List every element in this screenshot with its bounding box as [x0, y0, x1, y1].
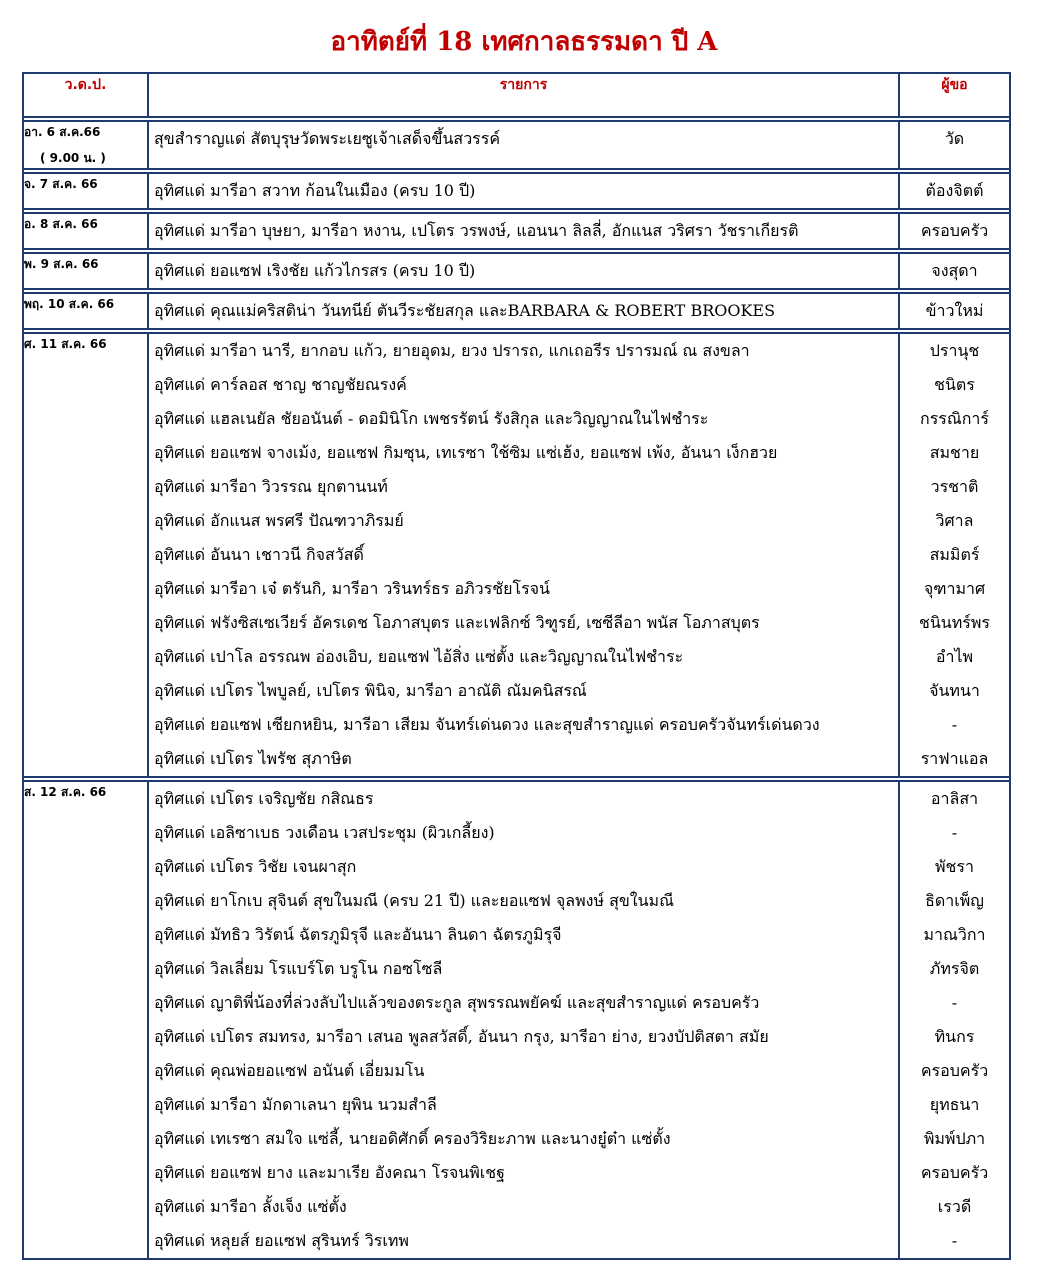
requester-name: มาณวิกา	[923, 925, 986, 944]
table-row	[23, 121, 1010, 169]
header-date: ว.ด.ป.	[23, 73, 148, 117]
requester-name: -	[951, 715, 958, 734]
intention-text: อุทิศแด่ เอลิซาเบธ วงเดือน เวสประชุม (ผิวเกลี้ยง)	[154, 823, 495, 842]
intention-text: อุทิศแด่ ยอแซฟ เซียกหยิน, มารีอา เสียม จันทร์เด่นดวง และสุขสำราญแด่ ครอบครัวจันทร์เด่นดวง	[154, 715, 820, 734]
intention-text: อุทิศแด่ อันนา เชาวนี กิจสวัสดิ์	[154, 545, 364, 564]
intention-text: อุทิศแด่ คุณพ่อยอแซฟ อนันต์ เอี่ยมมโน	[154, 1061, 425, 1080]
table-row	[23, 293, 1010, 329]
intention-text: อุทิศแด่ ยอแซฟ ยาง และมาเรีย อังคณา โรจนพิเชฐ	[154, 1163, 505, 1182]
requester-name: ปรานุช	[929, 341, 980, 360]
date-text: พฤ. 10 ส.ค. 66	[24, 297, 115, 311]
intention-text: อุทิศแด่ คาร์ลอส ชาญ ชาญชัยณรงค์	[154, 375, 407, 394]
mass-intentions-table	[22, 72, 1011, 1260]
table-row	[23, 253, 1010, 289]
requester-name: ทินกร	[934, 1027, 975, 1046]
date-text: จ. 7 ส.ค. 66	[24, 177, 98, 191]
date-cell	[23, 333, 148, 777]
intention-text: อุทิศแด่ มารีอา วิวรรณ ยุกตานนท์	[154, 477, 388, 496]
intention-text: อุทิศแด่ คุณแม่คริสติน่า วันทนีย์ ตันวีระชัยสกุล และBARBARA & ROBERT BROOKES	[154, 301, 776, 320]
requester-name: ต้องจิตต์	[925, 181, 984, 200]
date-cell	[23, 173, 148, 209]
intention-text: อุทิศแด่ เปโตร เจริญชัย กสิณธร	[154, 789, 374, 808]
requester-name: วัด	[944, 129, 965, 148]
requester-name: อำไพ	[935, 647, 974, 666]
requester-name: -	[951, 993, 958, 1012]
requester-name: อาลิสา	[930, 789, 979, 808]
page-title: อาทิตย์ที่ 18 เทศกาลธรรมดา ปี A	[330, 27, 718, 57]
date-text: ศ. 11 ส.ค. 66	[24, 337, 107, 351]
requester-name: ราฟาแอล	[920, 749, 989, 768]
intention-text: อุทิศแด่ แฮลเนยัล ชัยอนันต์ - ดอมินิโก เพชรรัตน์ รังสิกุล และวิญญาณในไฟชำระ	[154, 409, 709, 428]
date-cell	[23, 253, 148, 289]
intentions-cell	[148, 213, 899, 249]
intention-text: อุทิศแด่ หลุยส์ ยอแซฟ สุรินทร์ วิรเทพ	[154, 1231, 409, 1250]
requester-name: ข้าวใหม่	[925, 301, 984, 320]
table-row	[23, 213, 1010, 249]
intention-text: อุทิศแด่ เปโตร วิชัย เจนผาสุก	[154, 857, 357, 876]
intention-text: อุทิศแด่ ยอแซฟ เริงชัย แก้วไกรสร (ครบ 10 ปี)	[154, 261, 476, 280]
intention-text: อุทิศแด่ มารีอา เจ๋ ตรันกิ, มารีอา วรินทร์ธร อภิวรชัยโรจน์	[154, 579, 550, 598]
requester-name: ชนิตร	[934, 375, 975, 394]
requester-name: เรวดี	[937, 1197, 972, 1216]
intentions-cell	[148, 253, 899, 289]
requester-cell	[899, 293, 1010, 329]
requester-cell	[899, 781, 1010, 1259]
table-row	[23, 173, 1010, 209]
time-text: ( 9.00 น. )	[40, 151, 106, 165]
requester-name: ยุทธนา	[929, 1095, 980, 1114]
intention-text: อุทิศแด่ เปาโล อรรณพ อ่องเอิบ, ยอแซฟ ไอ้สิ่ง แซ่ตั้ง และวิญญาณในไฟชำระ	[154, 647, 684, 666]
header-items: รายการ	[148, 73, 899, 117]
requester-name: ครอบครัว	[920, 1061, 989, 1080]
requester-name: ครอบครัว	[920, 221, 989, 240]
requester-name: พิมพ์ปภา	[923, 1129, 986, 1148]
requester-cell	[899, 121, 1010, 169]
requester-name: ธิดาเพ็ญ	[925, 891, 984, 910]
requester-name: สมชาย	[929, 443, 980, 462]
intentions-cell	[148, 293, 899, 329]
intention-text: อุทิศแด่ มารีอา ลั้งเจ็ง แซ่ตั้ง	[154, 1197, 347, 1216]
intention-text: อุทิศแด่ ญาติพี่น้องที่ล่วงลับไปแล้วของตระกูล สุพรรณพยัคฆ์ และสุขสำราญแด่ ครอบครัว	[154, 993, 760, 1012]
requester-name: -	[951, 823, 958, 842]
intentions-cell	[148, 173, 899, 209]
intention-text: อุทิศแด่ ยอแซฟ จางเม้ง, ยอแซฟ กิมซุน, เทเรซา ใช้ซิม แซ่เฮ้ง, ยอแซฟ เพ้ง, อันนา เง็กฮวย	[154, 443, 778, 462]
requester-name: วิศาล	[935, 511, 974, 530]
requester-name: ชนินทร์พร	[918, 613, 990, 632]
requester-cell	[899, 173, 1010, 209]
intentions-cell	[148, 121, 899, 169]
header-row	[23, 73, 1010, 117]
date-cell	[23, 293, 148, 329]
requester-name: สมมิตร์	[929, 545, 980, 564]
intention-text: อุทิศแด่ ยาโกเบ สุจินต์ สุขในมณี (ครบ 21 ปี) และยอแซฟ จุลพงษ์ สุขในมณี	[154, 891, 674, 910]
date-text: อา. 6 ส.ค.66	[24, 125, 101, 139]
requester-name: จงสุดา	[931, 261, 978, 280]
date-text: ส. 12 ส.ค. 66	[24, 785, 107, 799]
header-requester: ผู้ขอ	[899, 73, 1010, 117]
table-row	[23, 333, 1010, 777]
intentions-cell	[148, 781, 899, 1259]
requester-name: จันทนา	[929, 681, 980, 700]
table-body	[23, 117, 1010, 1259]
requester-name: จุฑามาศ	[923, 579, 986, 598]
date-cell	[23, 213, 148, 249]
intention-text: อุทิศแด่ มารีอา นารี, ยากอบ แก้ว, ยายอุดม, ยวง ปรารถ, แกเถอรีร ปรารมณ์ ณ สงขลา	[154, 341, 750, 360]
intention-text: สุขสำราญแด่ สัตบุรุษวัดพระเยซูเจ้าเสด็จขึ้นสวรรค์	[154, 129, 501, 148]
intention-text: อุทิศแด่ อักแนส พรศรี ปัณฑวาภิรมย์	[154, 511, 404, 530]
intention-text: อุทิศแด่ เปโตร สมทรง, มารีอา เสนอ พูลสวัสดิ์, อันนา กรุง, มารีอา ย่าง, ยวงบัปติสตา สมัย	[154, 1027, 769, 1046]
table-row	[23, 781, 1010, 1259]
requester-cell	[899, 333, 1010, 777]
requester-cell	[899, 253, 1010, 289]
requester-name: ครอบครัว	[920, 1163, 989, 1182]
date-text: พ. 9 ส.ค. 66	[24, 257, 99, 271]
intention-text: อุทิศแด่ เปโตร ไพรัช สุภาษิต	[154, 749, 352, 768]
date-cell	[23, 781, 148, 1259]
intention-text: อุทิศแด่ วิลเลี่ยม โรแบร์โต บรูโน กอซโซลี	[154, 959, 443, 978]
requester-name: ภัทรจิต	[929, 959, 980, 978]
date-cell	[23, 121, 148, 169]
intentions-cell	[148, 333, 899, 777]
requester-name: วรชาติ	[930, 477, 979, 496]
intention-text: อุทิศแด่ มารีอา สวาท ก้อนในเมือง (ครบ 10 ปี)	[154, 181, 476, 200]
requester-name: พัชรา	[935, 857, 974, 876]
intention-text: อุทิศแด่ เปโตร ไพบูลย์, เปโตร พินิจ, มารีอา อาณัติ ณัมคนิสรณ์	[154, 681, 587, 700]
requester-name: กรรณิการ์	[920, 409, 989, 428]
requester-name: -	[951, 1231, 958, 1250]
intention-text: อุทิศแด่ มารีอา มักดาเลนา ยุพิน นวมสำลี	[154, 1095, 437, 1114]
intention-text: อุทิศแด่ ฟรังซิสเซเวียร์ อัครเดช โอภาสบุตร และเฟลิกซ์ วิฑูรย์, เซซีลีอา พนัส โอภาสบุตร	[154, 613, 760, 632]
date-text: อ. 8 ส.ค. 66	[24, 217, 98, 231]
intention-text: อุทิศแด่ มารีอา บุษยา, มารีอา หงาน, เปโตร วรพงษ์, แอนนา ลิลลี่, อักแนส วริศรา วัชราเกียรติ	[154, 221, 799, 240]
intention-text: อุทิศแด่ เทเรซา สมใจ แซ่ลี้, นายอดิศักดิ์ ครองวิริยะภาพ และนางยู๋ต๋า แซ่ตั้ง	[154, 1129, 671, 1148]
requester-cell	[899, 213, 1010, 249]
intention-text: อุทิศแด่ มัทธิว วิรัตน์ ฉัตรภูมิรุจี และอันนา ลินดา ฉัตรภูมิรุจี	[154, 925, 562, 944]
